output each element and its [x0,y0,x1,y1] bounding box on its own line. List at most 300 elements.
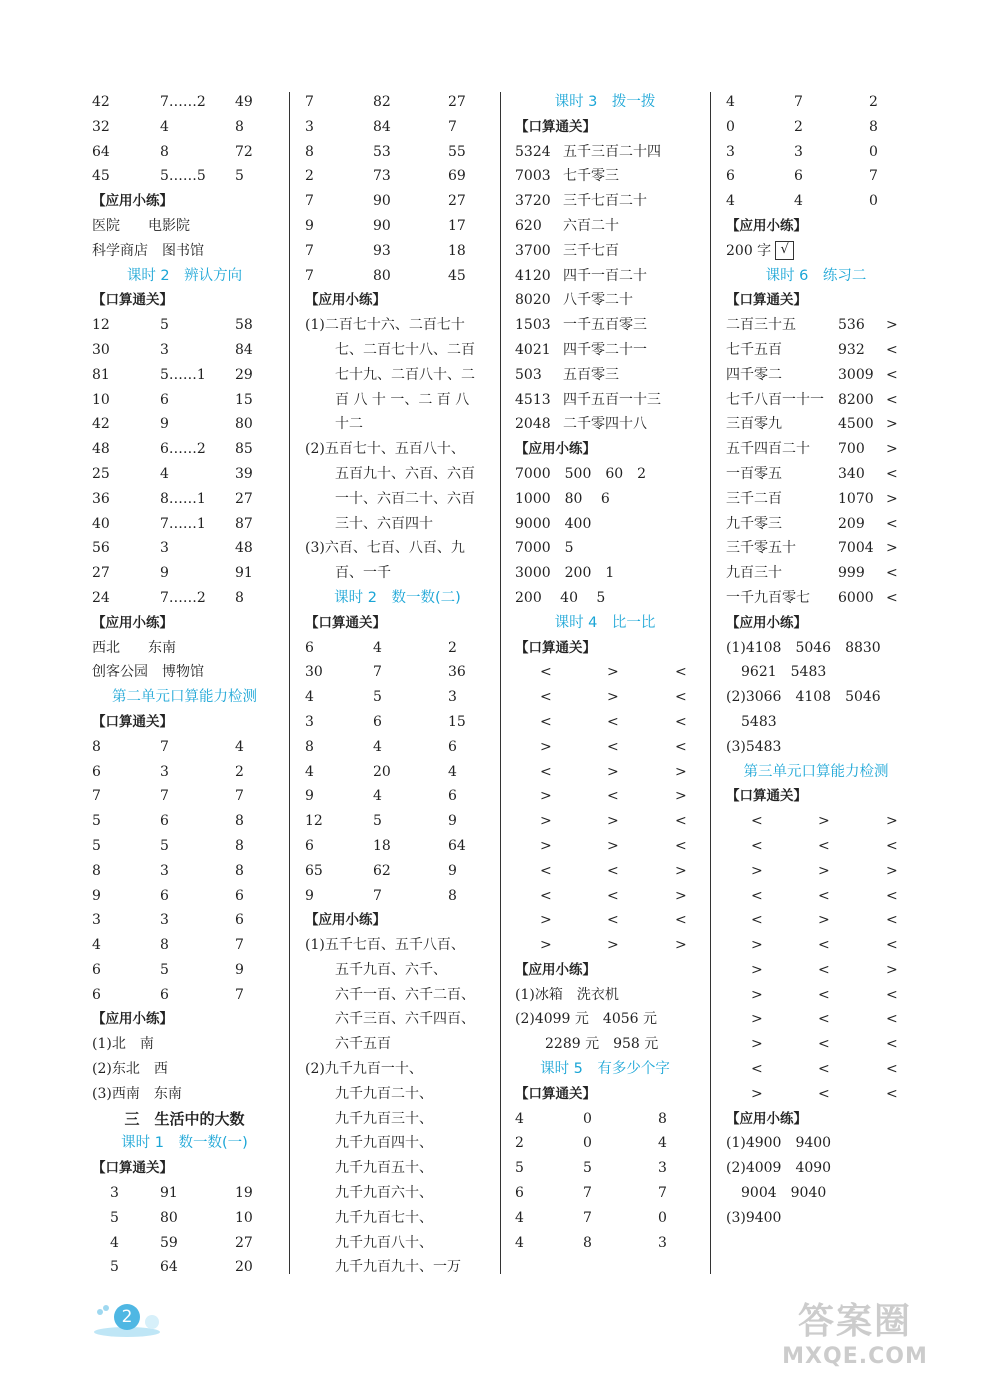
answer-cell: 7 [160,738,169,755]
answer-text-continued: 九千九百八十、 [335,1234,433,1251]
answer-text-continued: 9004 9040 [741,1185,827,1202]
answer-row [726,437,906,462]
answer-row [515,363,695,388]
answer-row [726,561,906,586]
answer-cell: 39 [235,465,253,482]
answer-row [515,338,695,363]
answer-cell: 72 [235,143,253,160]
answer-cell: 0 [726,118,735,135]
lesson-title: 课时 4 比一比 [554,614,656,631]
answer-row [726,140,906,165]
answer-cell: 3 [110,1185,119,1202]
answer-row [515,264,695,289]
answer-cell: 六百二十 [563,217,619,234]
answer-cell: 7……2 [160,94,206,110]
answer-cell: 3 [448,689,457,706]
answer-row [92,586,277,611]
answer-cell: > [886,317,898,334]
answer-cell: 3 [160,763,169,780]
answer-row [305,189,490,214]
comparison-sign: < [818,937,830,954]
answer-text: 医院 电影院 [92,217,190,234]
answer-cell: 64 [448,837,466,854]
answer-cell: 7 [305,94,314,110]
answer-cell: 2 [305,168,314,185]
comparison-sign: < [675,689,687,706]
answer-row [92,487,277,512]
answer-row [305,859,490,884]
answer-cell: 3 [726,143,735,160]
answer-row [92,809,277,834]
comparison-row [515,784,695,809]
answer-row [726,388,906,413]
comparison-sign: < [818,961,830,978]
answer-column-3 [515,90,695,1255]
answer-cell: 80 [160,1209,178,1226]
comparison-sign: < [886,837,898,854]
answer-text-continued: 九千九百三十、 [335,1110,433,1127]
answer-cell: 85 [235,441,253,458]
comparison-sign: < [540,763,552,780]
answer-cell: 8 [235,813,244,830]
comparison-row [515,859,695,884]
comparison-sign: < [607,862,619,879]
section-heading: 【口算通关】 [515,118,596,135]
answer-row [305,834,490,859]
answer-row [726,338,906,363]
comparison-sign: > [886,813,898,830]
answer-row [92,859,277,884]
chapter-title: 三 生活中的大数 [124,1109,245,1128]
answer-cell: 4513 [515,391,551,408]
answer-text: (1)北 南 [92,1036,154,1053]
answer-text-continued: 5483 [741,713,777,730]
answer-cell: 8 [235,862,244,879]
answer-cell: 8 [305,738,314,755]
answer-cell: 2 [448,639,457,656]
comparison-row [726,983,906,1008]
answer-row [515,412,695,437]
comparison-sign: < [886,1085,898,1102]
answer-cell: 9 [305,217,314,234]
answer-row [92,536,277,561]
answer-cell: 3700 [515,242,551,259]
answer-row [726,412,906,437]
answer-cell: 5 [110,1209,119,1226]
answer-row [726,462,906,487]
section-heading: 【口算通关】 [305,614,386,631]
answer-row [92,388,277,413]
answer-cell: 二千零四十八 [563,416,647,433]
comparison-row [515,809,695,834]
answer-text-continued: 一十、六百二十、六百 [335,490,475,507]
answer-cell: 4 [373,788,382,805]
answer-cell: 91 [160,1185,178,1202]
answer-row [305,710,490,735]
answer-cell: 四千一百二十 [563,267,647,284]
answer-cell: 4 [373,738,382,755]
answer-cell: 503 [515,366,542,383]
answer-text-continued: 六千三百、六千四百、 [335,1011,475,1028]
comparison-sign: > [818,862,830,879]
answer-column-4 [726,90,906,1231]
lesson-title: 课时 2 辨认方向 [126,267,243,284]
answer-cell: 5 [373,813,382,830]
answer-cell: 三千七百 [563,242,619,259]
answer-cell: 45 [92,168,110,185]
answer-cell: 五千三百二十四 [563,143,661,160]
answer-cell: 三百零九 [726,416,782,433]
answer-row [515,1107,695,1132]
answer-cell: 6 [726,168,735,185]
answer-cell: 29 [235,366,253,383]
section-heading: 【口算通关】 [726,788,807,805]
comparison-sign: < [751,1061,763,1078]
lesson-title: 课时 5 有多少个字 [540,1061,670,1078]
answer-text-continued: 九千九百六十、 [335,1185,433,1202]
answer-cell: 9 [160,565,169,582]
answer-row [726,363,906,388]
comparison-sign: < [540,689,552,706]
comparison-sign: < [818,986,830,1003]
answer-cell: 7 [305,193,314,210]
comparison-sign: > [540,937,552,954]
comparison-sign: > [675,887,687,904]
answer-row [92,1206,277,1231]
comparison-row [515,735,695,760]
answer-cell: 6 [92,763,101,780]
answer-text: 创客公园 博物馆 [92,664,204,681]
answer-cell: 90 [373,193,391,210]
answer-cell: 27 [92,565,110,582]
section-heading: 【应用小练】 [92,1011,173,1028]
answer-row [515,214,695,239]
answer-cell: 4 [160,118,169,135]
answer-cell: 49 [235,94,253,110]
answer-cell: 8 [658,1110,667,1127]
answer-cell: 4 [160,465,169,482]
comparison-sign: < [818,837,830,854]
comparison-sign: < [540,887,552,904]
answer-row [92,1255,277,1280]
answer-text-continued: 九千九百五十、 [335,1160,433,1177]
column-divider-1 [289,92,290,1274]
answer-cell: 2 [794,118,803,135]
answer-cell: 0 [658,1209,667,1226]
answer-text-continued: 六千一百、六千二百、 [335,986,475,1003]
answer-cell: 42 [92,416,110,433]
answer-row [515,1231,695,1256]
answer-cell: 4 [515,1110,524,1127]
comparison-sign: < [751,912,763,929]
answer-cell: 7 [160,788,169,805]
answer-cell: 9 [448,862,457,879]
answer-cell: 3 [160,912,169,929]
answer-cell: 64 [160,1259,178,1276]
answer-cell: 9 [305,887,314,904]
answer-cell: 0 [869,143,878,160]
lesson-title: 课时 6 练习二 [765,267,867,284]
comparison-sign: < [675,664,687,681]
answer-text: (1)4900 9400 [726,1135,832,1152]
answer-cell: 三千七百二十 [563,193,647,210]
answer-cell: 4 [92,937,101,954]
answer-row [92,90,277,115]
answer-cell: 7……2 [160,589,206,606]
comparison-sign: < [675,813,687,830]
answer-cell: 2 [515,1135,524,1152]
comparison-sign: < [751,813,763,830]
answer-row [92,363,277,388]
answer-text-continued: 2289 元 958 元 [545,1036,659,1053]
answer-cell: 6 [448,788,457,805]
answer-cell: 3 [305,713,314,730]
answer-row [92,735,277,760]
comparison-row [726,1082,906,1107]
comparison-sign: > [607,689,619,706]
answer-cell: 4021 [515,341,551,358]
comparison-sign: < [886,986,898,1003]
answer-cell: 15 [235,391,253,408]
answer-cell: 999 [838,565,865,582]
answer-cell: 四千五百一十三 [563,391,661,408]
answer-cell: 59 [160,1234,178,1251]
comparison-sign: < [607,713,619,730]
answer-check-row [726,239,906,264]
answer-row [305,884,490,909]
answer-cell: 8020 [515,292,551,309]
comparison-sign: < [886,912,898,929]
answer-text: (2)4009 4090 [726,1160,832,1177]
answer-cell: 40 [92,515,110,532]
answer-cell: 5 [235,168,244,185]
answer-cell: 4 [235,738,244,755]
section-heading: 【应用小练】 [726,217,807,234]
answer-text-continued: 九千九百四十、 [335,1135,433,1152]
comparison-sign: < [818,887,830,904]
answer-cell: 3 [658,1234,667,1251]
comparison-sign: < [607,887,619,904]
answer-row [515,1206,695,1231]
comparison-sign: > [886,862,898,879]
answer-cell: 7 [305,242,314,259]
comparison-sign: < [751,837,763,854]
answer-cell: 一千五百零三 [563,317,647,334]
answer-row [305,115,490,140]
answer-cell: < [886,391,898,408]
answer-cell: 8 [92,862,101,879]
answer-text: 科学商店 图书馆 [92,242,204,259]
answer-cell: 6 [160,813,169,830]
answer-cell: > [886,441,898,458]
answer-cell: 4 [794,193,803,210]
comparison-row [726,1032,906,1057]
answer-cell: 932 [838,341,865,358]
answer-cell: 7 [92,788,101,805]
answer-cell: 69 [448,168,466,185]
comparison-sign: < [540,862,552,879]
answer-text: (3)5483 [726,738,782,755]
answer-cell: 四千零二 [726,366,782,383]
answer-row [305,760,490,785]
answer-row [92,115,277,140]
answer-cell: 27 [448,193,466,210]
answer-cell: 2 [235,763,244,780]
comparison-sign: < [675,738,687,755]
answer-cell: 24 [92,589,110,606]
section-heading: 【口算通关】 [92,1160,173,1177]
comparison-row [515,933,695,958]
answer-cell: 7 [583,1185,592,1202]
watermark-top: 答案圈 [797,1301,912,1342]
answer-cell: 5324 [515,143,551,160]
answer-text: 7000 500 60 2 [515,465,647,482]
answer-cell: 6 [235,887,244,904]
comparison-sign: > [818,813,830,830]
answer-cell: 42 [92,94,110,110]
answer-cell: 8 [305,143,314,160]
answer-cell: 8 [869,118,878,135]
answer-cell: 700 [838,441,865,458]
answer-text: (1)二百七十六、二百七十 [305,317,465,334]
answer-cell: 6 [92,986,101,1003]
answer-cell: 3 [92,912,101,929]
comparison-sign: < [818,1011,830,1028]
column-divider-2 [500,92,501,1274]
comparison-sign: > [675,763,687,780]
answer-cell: 5 [160,961,169,978]
answer-text: (2)3066 4108 5046 [726,689,881,706]
answer-cell: 25 [92,465,110,482]
answer-cell: 0 [869,193,878,210]
answer-cell: 32 [92,118,110,135]
answer-cell: 62 [373,862,391,879]
answer-cell: 8 [235,589,244,606]
comparison-sign: > [675,788,687,805]
answer-row [92,437,277,462]
answer-cell: 5……1 [160,366,206,383]
answer-row [726,189,906,214]
comparison-sign: < [607,912,619,929]
answer-row [92,908,277,933]
comparison-sign: > [540,813,552,830]
answer-cell: 27 [235,490,253,507]
page-number-badge [92,1298,162,1338]
answer-cell: 9 [448,813,457,830]
answer-text-continued: 百 八 十 一、二 百 八 [335,391,470,408]
answer-text-continued: 六千五百 [335,1036,391,1053]
answer-cell: 4 [110,1234,119,1251]
answer-cell: 4 [726,94,735,110]
answer-cell: 6 [448,738,457,755]
answer-cell: > [886,490,898,507]
comparison-sign: < [607,738,619,755]
answer-text: 西北 东南 [92,639,176,656]
answer-cell: 87 [235,515,253,532]
answer-cell: 7 [658,1185,667,1202]
answer-cell: 45 [448,267,466,284]
watermark-bottom: MXQE.COM [782,1344,928,1369]
comparison-sign: < [886,1011,898,1028]
answer-cell: 二百三十五 [726,317,796,334]
column-divider-3 [710,92,711,1274]
answer-cell: 10 [235,1209,253,1226]
comparison-sign: > [540,738,552,755]
comparison-row [726,958,906,983]
comparison-sign: < [886,1036,898,1053]
answer-cell: 9 [305,788,314,805]
answer-row [92,784,277,809]
answer-cell: 55 [448,143,466,160]
answer-row [305,140,490,165]
answer-cell: 6 [92,961,101,978]
answer-cell: 3720 [515,193,551,210]
answer-text-continued: 三十、六百四十 [335,515,433,532]
answer-cell: > [886,540,898,557]
answer-cell: 6000 [838,589,874,606]
comparison-row [515,834,695,859]
answer-cell: 8 [160,143,169,160]
answer-row [726,90,906,115]
answer-cell: 3 [160,540,169,557]
answer-row [515,189,695,214]
comparison-sign: > [751,1036,763,1053]
comparison-sign: < [886,1061,898,1078]
lesson-title: 课时 1 数一数(一) [121,1135,248,1152]
section-heading: 【口算通关】 [92,713,173,730]
section-heading: 【口算通关】 [515,639,596,656]
answer-cell: 36 [92,490,110,507]
answer-cell: 12 [305,813,323,830]
answer-cell: 36 [448,664,466,681]
answer-cell: 65 [305,862,323,879]
answer-cell: 6 [160,887,169,904]
lesson-title: 课时 3 拨一拨 [554,94,656,110]
answer-row [92,834,277,859]
answer-cell: 四千零二十一 [563,341,647,358]
answer-row [92,164,277,189]
answer-row [305,636,490,661]
answer-cell: 4 [305,689,314,706]
answer-row [92,512,277,537]
comparison-sign: < [751,887,763,904]
answer-cell: 五百零三 [563,366,619,383]
comparison-sign: > [540,837,552,854]
comparison-sign: > [675,862,687,879]
answer-cell: 8 [583,1234,592,1251]
answer-text-continued: 七十九、二百八十、二 [335,366,475,383]
comparison-row [726,933,906,958]
answer-cell: 340 [838,465,865,482]
answer-cell: 七千零三 [563,168,619,185]
answer-row [726,512,906,537]
section-heading: 【口算通关】 [726,292,807,309]
answer-cell: 56 [92,540,110,557]
answer-cell: 82 [373,94,391,110]
answer-cell: 7 [373,887,382,904]
answer-text-continued: 五百九十、六百、六百 [335,465,475,482]
checkbox-checked: √ [775,241,794,260]
answer-cell: 1503 [515,317,551,334]
comparison-sign: > [607,664,619,681]
answer-cell: 7 [794,94,803,110]
section-heading: 【应用小练】 [305,912,386,929]
answer-text-continued: 五千九百、六千、 [335,961,447,978]
answer-cell: 4 [726,193,735,210]
comparison-sign: > [607,813,619,830]
comparison-row [726,834,906,859]
comparison-sign: < [540,713,552,730]
